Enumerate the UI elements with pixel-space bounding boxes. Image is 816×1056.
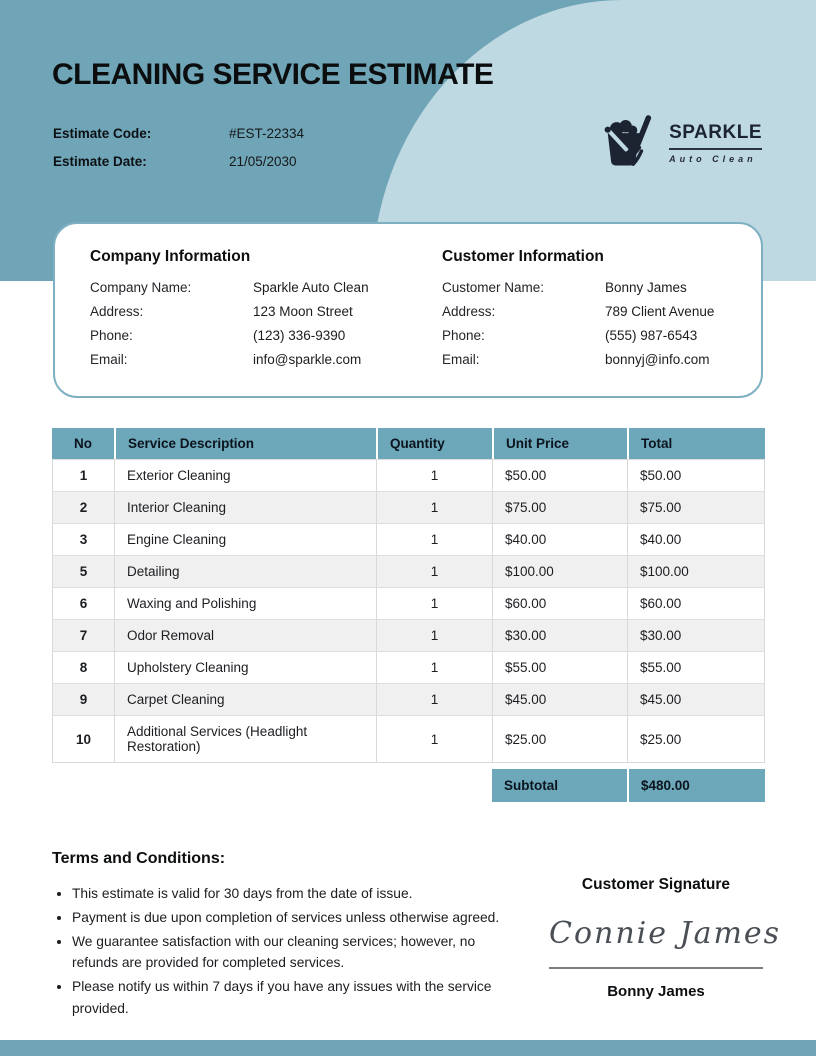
footer-band (0, 1040, 816, 1056)
customer-address-value: 789 Client Avenue (605, 304, 715, 319)
bottom-section (52, 850, 782, 1022)
terms-item: • Payment is due upon completion of services unless otherwise agreed. (72, 907, 502, 929)
company-email-label: Email: (90, 352, 128, 367)
customer-email-label: Email: (442, 352, 480, 367)
cell-total: $25.00 (627, 715, 765, 763)
signature-printed-name: Bonny James (607, 983, 705, 1000)
cell-quantity: 1 (376, 587, 492, 619)
table-row (52, 651, 765, 683)
cell-no: 2 (52, 491, 114, 523)
cell-unit-price: $30.00 (492, 619, 627, 651)
col-header-quantity: Quantity (376, 428, 492, 459)
cell-quantity: 1 (376, 523, 492, 555)
customer-address-label: Address: (442, 304, 496, 319)
cell-unit-price: $75.00 (492, 491, 627, 523)
cell-quantity: 1 (376, 555, 492, 587)
cell-description: Exterior Cleaning (114, 459, 376, 491)
cell-total: $60.00 (627, 587, 765, 619)
logo-divider (669, 148, 762, 150)
page-title: CLEANING SERVICE ESTIMATE (52, 58, 494, 91)
info-row (90, 328, 442, 343)
company-address-value: 123 Moon Street (253, 304, 353, 319)
cell-quantity: 1 (376, 683, 492, 715)
company-email-value: info@sparkle.com (253, 352, 362, 367)
cell-description: Odor Removal (114, 619, 376, 651)
table-row (52, 619, 765, 651)
customer-phone-value: (555) 987-6543 (605, 328, 698, 343)
cell-quantity: 1 (376, 491, 492, 523)
company-info-title: Company Information (90, 248, 251, 265)
col-header-unit-price: Unit Price (492, 428, 627, 459)
info-card (53, 222, 763, 398)
info-row (442, 304, 743, 319)
terms-item: • Please notify us within 7 days if you have any issues with the service provided. (72, 976, 502, 1020)
company-name-label: Company Name: (90, 280, 192, 295)
company-phone-value: (123) 336-9390 (253, 328, 346, 343)
cell-no: 7 (52, 619, 114, 651)
cell-description: Detailing (114, 555, 376, 587)
cell-description: Additional Services (Headlight Restoration) (114, 715, 376, 763)
cell-no: 8 (52, 651, 114, 683)
cell-no: 3 (52, 523, 114, 555)
logo-tagline: Auto Clean (669, 153, 757, 164)
info-row (90, 304, 442, 319)
col-header-total: Total (627, 428, 765, 459)
cell-quantity: 1 (376, 459, 492, 491)
terms-and-conditions (52, 850, 502, 1022)
cell-total: $30.00 (627, 619, 765, 651)
info-row (90, 352, 442, 367)
cell-total: $45.00 (627, 683, 765, 715)
customer-signature-block (549, 850, 782, 1000)
estimate-code-row (53, 126, 304, 141)
info-row (442, 328, 743, 343)
col-header-no: No (52, 428, 114, 459)
customer-email-value: bonnyj@info.com (605, 352, 710, 367)
col-header-description: Service Description (114, 428, 376, 459)
cell-quantity: 1 (376, 715, 492, 763)
company-name-value: Sparkle Auto Clean (253, 280, 369, 295)
cell-no: 9 (52, 683, 114, 715)
customer-information (442, 248, 743, 376)
customer-info-title: Customer Information (442, 248, 604, 265)
terms-item: • This estimate is valid for 30 days from the date of issue. (72, 883, 502, 905)
estimate-date-label: Estimate Date: (53, 154, 147, 169)
cell-quantity: 1 (376, 619, 492, 651)
cell-no: 1 (52, 459, 114, 491)
cell-description: Carpet Cleaning (114, 683, 376, 715)
services-table (52, 428, 765, 802)
signature-title: Customer Signature (581, 876, 731, 893)
signature-script: Connie James (549, 916, 782, 951)
cell-description: Waxing and Polishing (114, 587, 376, 619)
table-row (52, 555, 765, 587)
subtotal-row (52, 763, 765, 802)
customer-name-label: Customer Name: (442, 280, 545, 295)
bucket-mop-icon (596, 110, 658, 175)
estimate-code-label: Estimate Code: (53, 126, 152, 141)
estimate-meta (53, 126, 304, 182)
table-row (52, 683, 765, 715)
info-row (442, 352, 743, 367)
cell-no: 10 (52, 715, 114, 763)
table-header (52, 428, 765, 459)
company-information (90, 248, 442, 376)
table-row (52, 715, 765, 763)
info-row (442, 280, 743, 295)
cell-description: Engine Cleaning (114, 523, 376, 555)
estimate-date-row (53, 154, 304, 169)
customer-name-value: Bonny James (605, 280, 687, 295)
cell-unit-price: $55.00 (492, 651, 627, 683)
cell-no: 5 (52, 555, 114, 587)
cell-unit-price: $40.00 (492, 523, 627, 555)
logo-text (669, 122, 762, 164)
company-logo (596, 110, 762, 175)
signature-line (549, 967, 763, 969)
info-row (90, 280, 442, 295)
logo-brand: SPARKLE (669, 121, 762, 143)
terms-title: Terms and Conditions: (52, 850, 226, 867)
services-table-section (52, 428, 765, 802)
cell-unit-price: $100.00 (492, 555, 627, 587)
table-row (52, 459, 765, 491)
table-row (52, 491, 765, 523)
table-row (52, 587, 765, 619)
subtotal-spacer (52, 763, 492, 802)
customer-phone-label: Phone: (442, 328, 485, 343)
company-phone-label: Phone: (90, 328, 133, 343)
subtotal-value: $480.00 (627, 763, 765, 802)
cell-description: Interior Cleaning (114, 491, 376, 523)
estimate-code-value: #EST-22334 (229, 126, 305, 141)
table-row (52, 523, 765, 555)
cell-total: $50.00 (627, 459, 765, 491)
cell-description: Upholstery Cleaning (114, 651, 376, 683)
cell-total: $75.00 (627, 491, 765, 523)
cell-total: $40.00 (627, 523, 765, 555)
cell-no: 6 (52, 587, 114, 619)
cell-unit-price: $50.00 (492, 459, 627, 491)
cell-total: $55.00 (627, 651, 765, 683)
terms-item: • We guarantee satisfaction with our cleaning services; however, no refunds are provided for completed services. (72, 931, 502, 975)
company-address-label: Address: (90, 304, 144, 319)
cell-quantity: 1 (376, 651, 492, 683)
estimate-date-value: 21/05/2030 (229, 154, 297, 169)
cell-unit-price: $25.00 (492, 715, 627, 763)
subtotal-label: Subtotal (492, 763, 627, 802)
cell-total: $100.00 (627, 555, 765, 587)
terms-list (52, 883, 502, 1020)
cell-unit-price: $60.00 (492, 587, 627, 619)
cell-unit-price: $45.00 (492, 683, 627, 715)
